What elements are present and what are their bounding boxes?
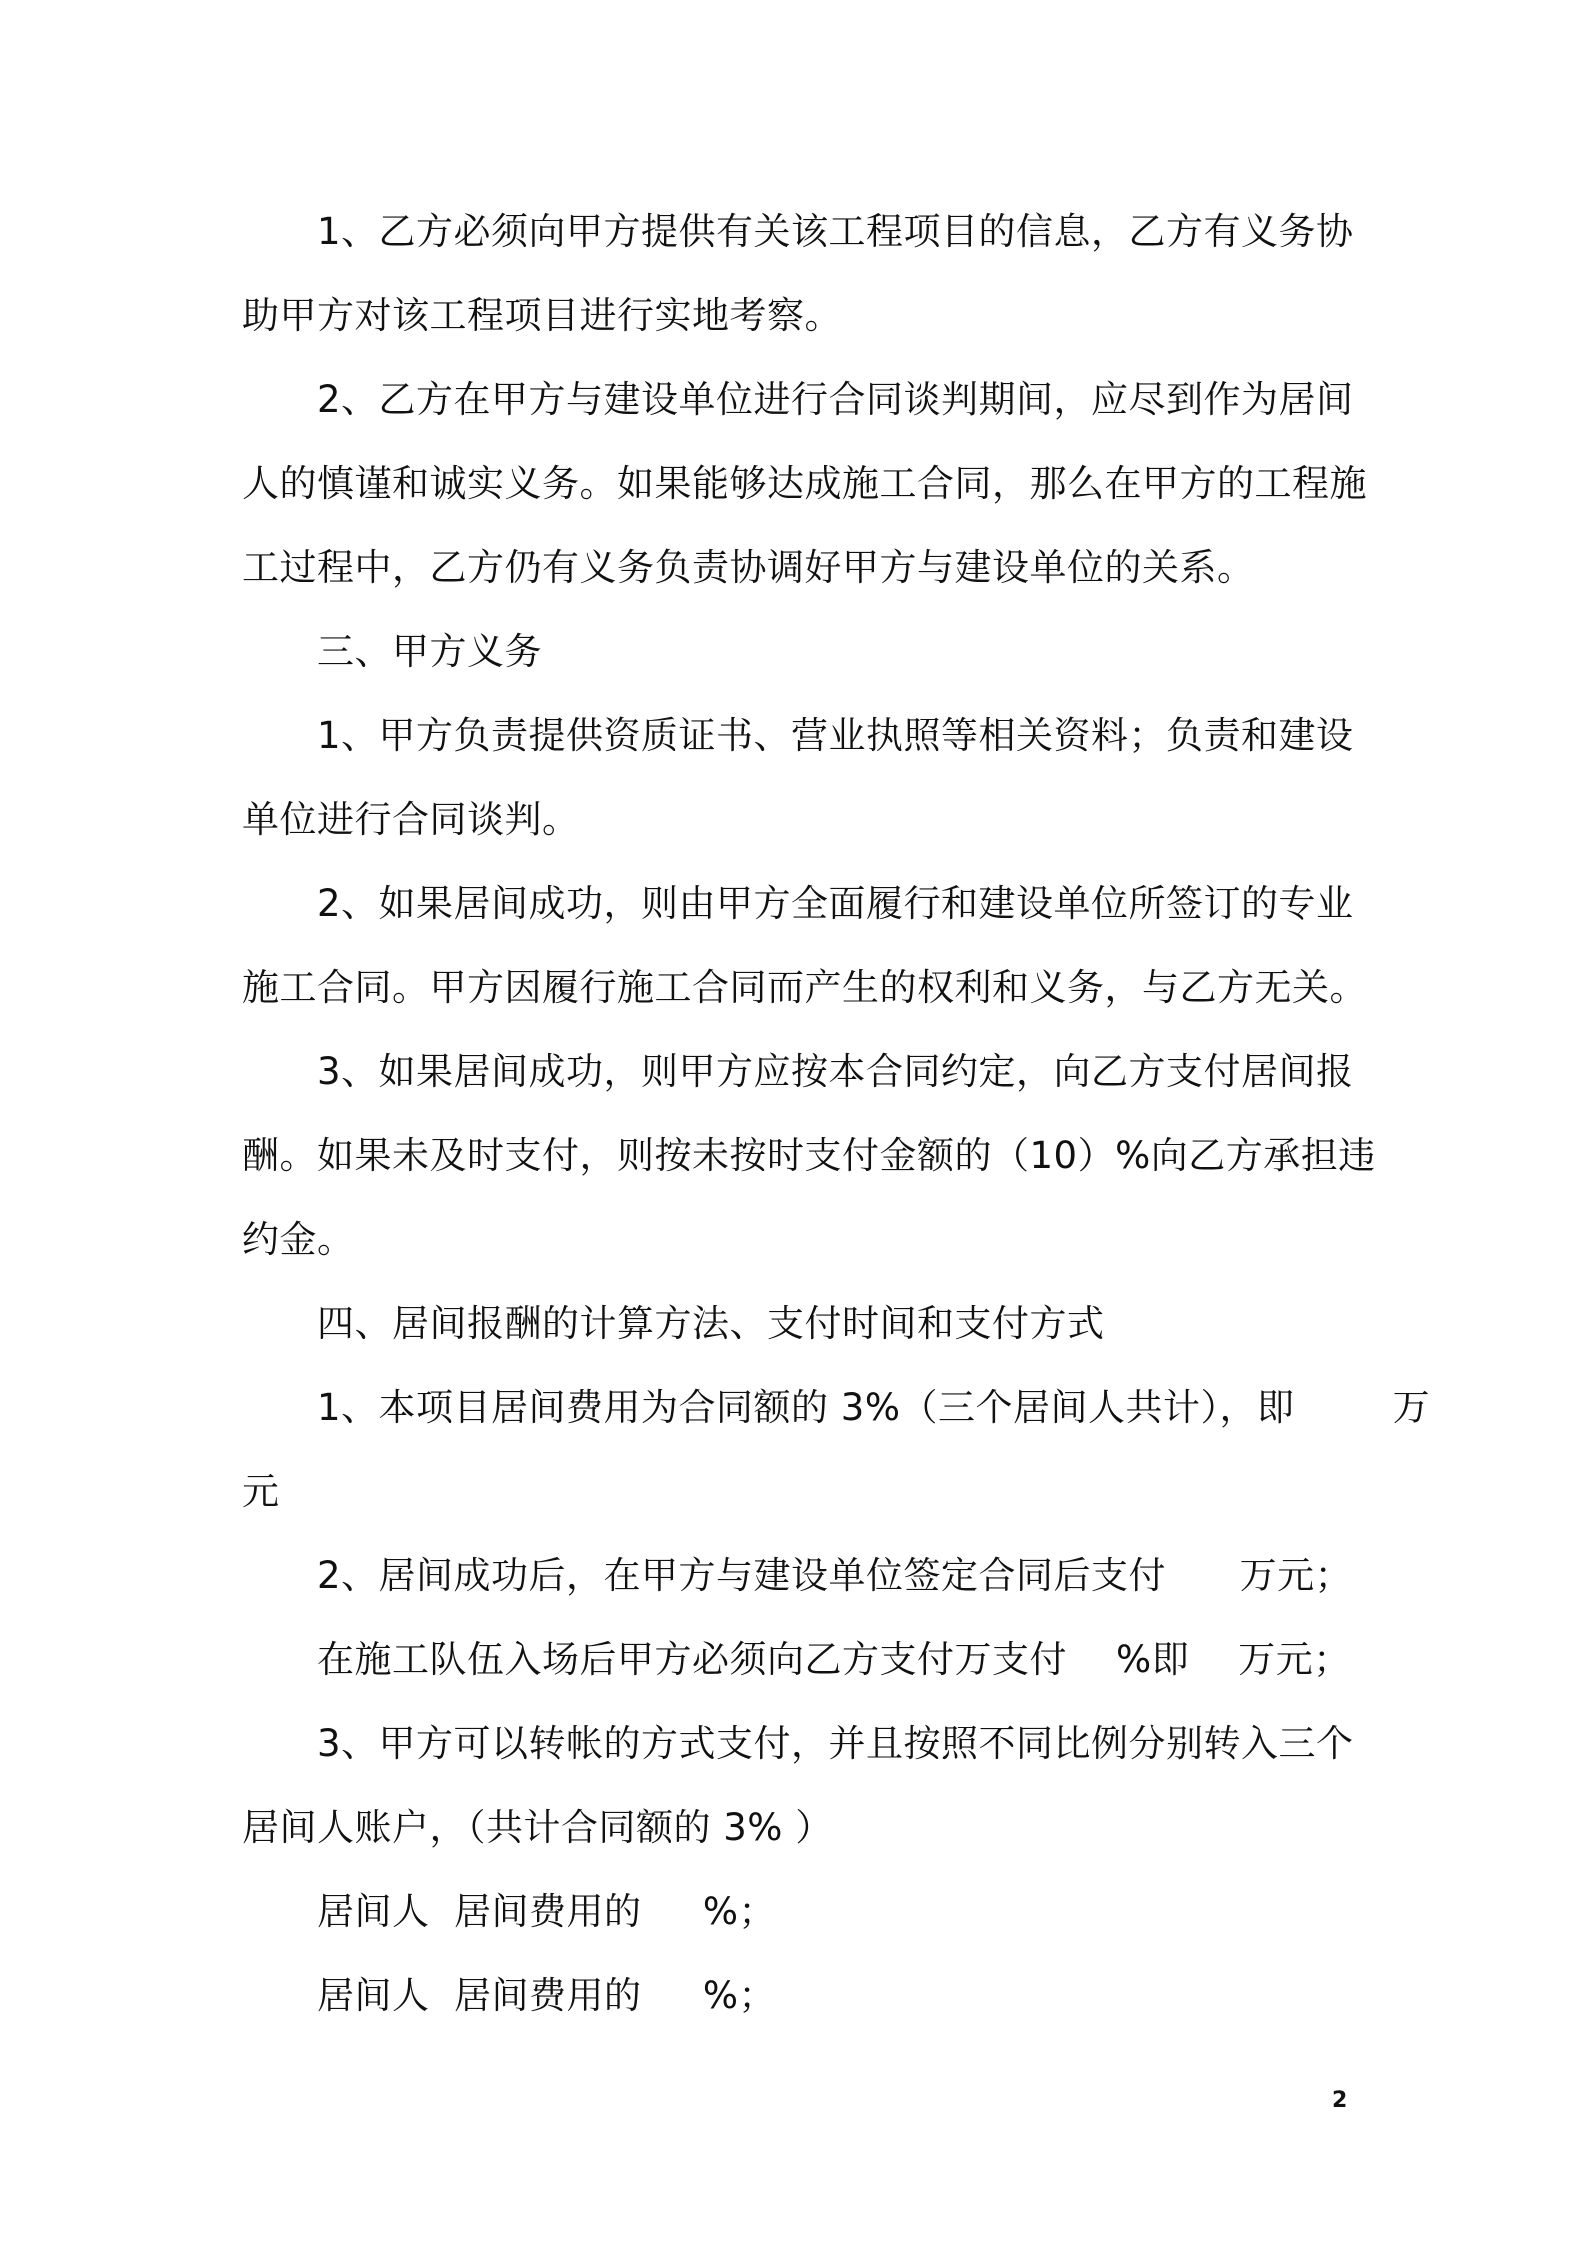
text-line: 2、乙方在甲方与建设单位进行合同谈判期间，应尽到作为居间 xyxy=(317,378,1354,421)
page-number: 2 xyxy=(1332,2088,1348,2113)
text-line: 2、居间成功后，在甲方与建设单位签定合同后支付 万元； xyxy=(317,1554,1353,1597)
text-line: 人的慎谨和诚实义务。如果能够达成施工合同，那么在甲方的工程施 xyxy=(242,462,1367,505)
text-line: 3、如果居间成功，则甲方应按本合同约定，向乙方支付居间报 xyxy=(317,1050,1354,1093)
text-line: 1、乙方必须向甲方提供有关该工程项目的信息，乙方有义务协 xyxy=(317,210,1354,253)
text-line: 在施工队伍入场后甲方必须向乙方支付万支付 %即 万元； xyxy=(317,1638,1351,1681)
text-line: 1、甲方负责提供资质证书、营业执照等相关资料；负责和建设 xyxy=(317,714,1354,757)
section-heading: 三、甲方义务 xyxy=(317,630,542,673)
text-line: 元 xyxy=(242,1470,280,1513)
text-line: 居间人 居间费用的 %； xyxy=(317,1890,776,1933)
text-line: 约金。 xyxy=(242,1218,355,1261)
text-line: 2、如果居间成功，则由甲方全面履行和建设单位所签订的专业 xyxy=(317,882,1354,925)
text-line: 居间人账户，（共计合同额的 3% ） xyxy=(242,1806,833,1849)
section-heading: 四、居间报酬的计算方法、支付时间和支付方式 xyxy=(317,1302,1105,1345)
text-line: 居间人 居间费用的 %； xyxy=(317,1974,776,2017)
text-line: 酬。如果未及时支付，则按未按时支付金额的（10）%向乙方承担违 xyxy=(242,1134,1376,1177)
text-line: 工过程中，乙方仍有义务负责协调好甲方与建设单位的关系。 xyxy=(242,546,1255,589)
text-line: 单位进行合同谈判。 xyxy=(242,798,580,841)
text-line: 1、本项目居间费用为合同额的 3%（三个居间人共计），即 万 xyxy=(317,1386,1431,1429)
text-line: 助甲方对该工程项目进行实地考察。 xyxy=(242,294,842,337)
text-line: 3、甲方可以转帐的方式支付，并且按照不同比例分别转入三个 xyxy=(317,1722,1354,1765)
text-line: 施工合同。甲方因履行施工合同而产生的权利和义务，与乙方无关。 xyxy=(242,966,1367,1009)
